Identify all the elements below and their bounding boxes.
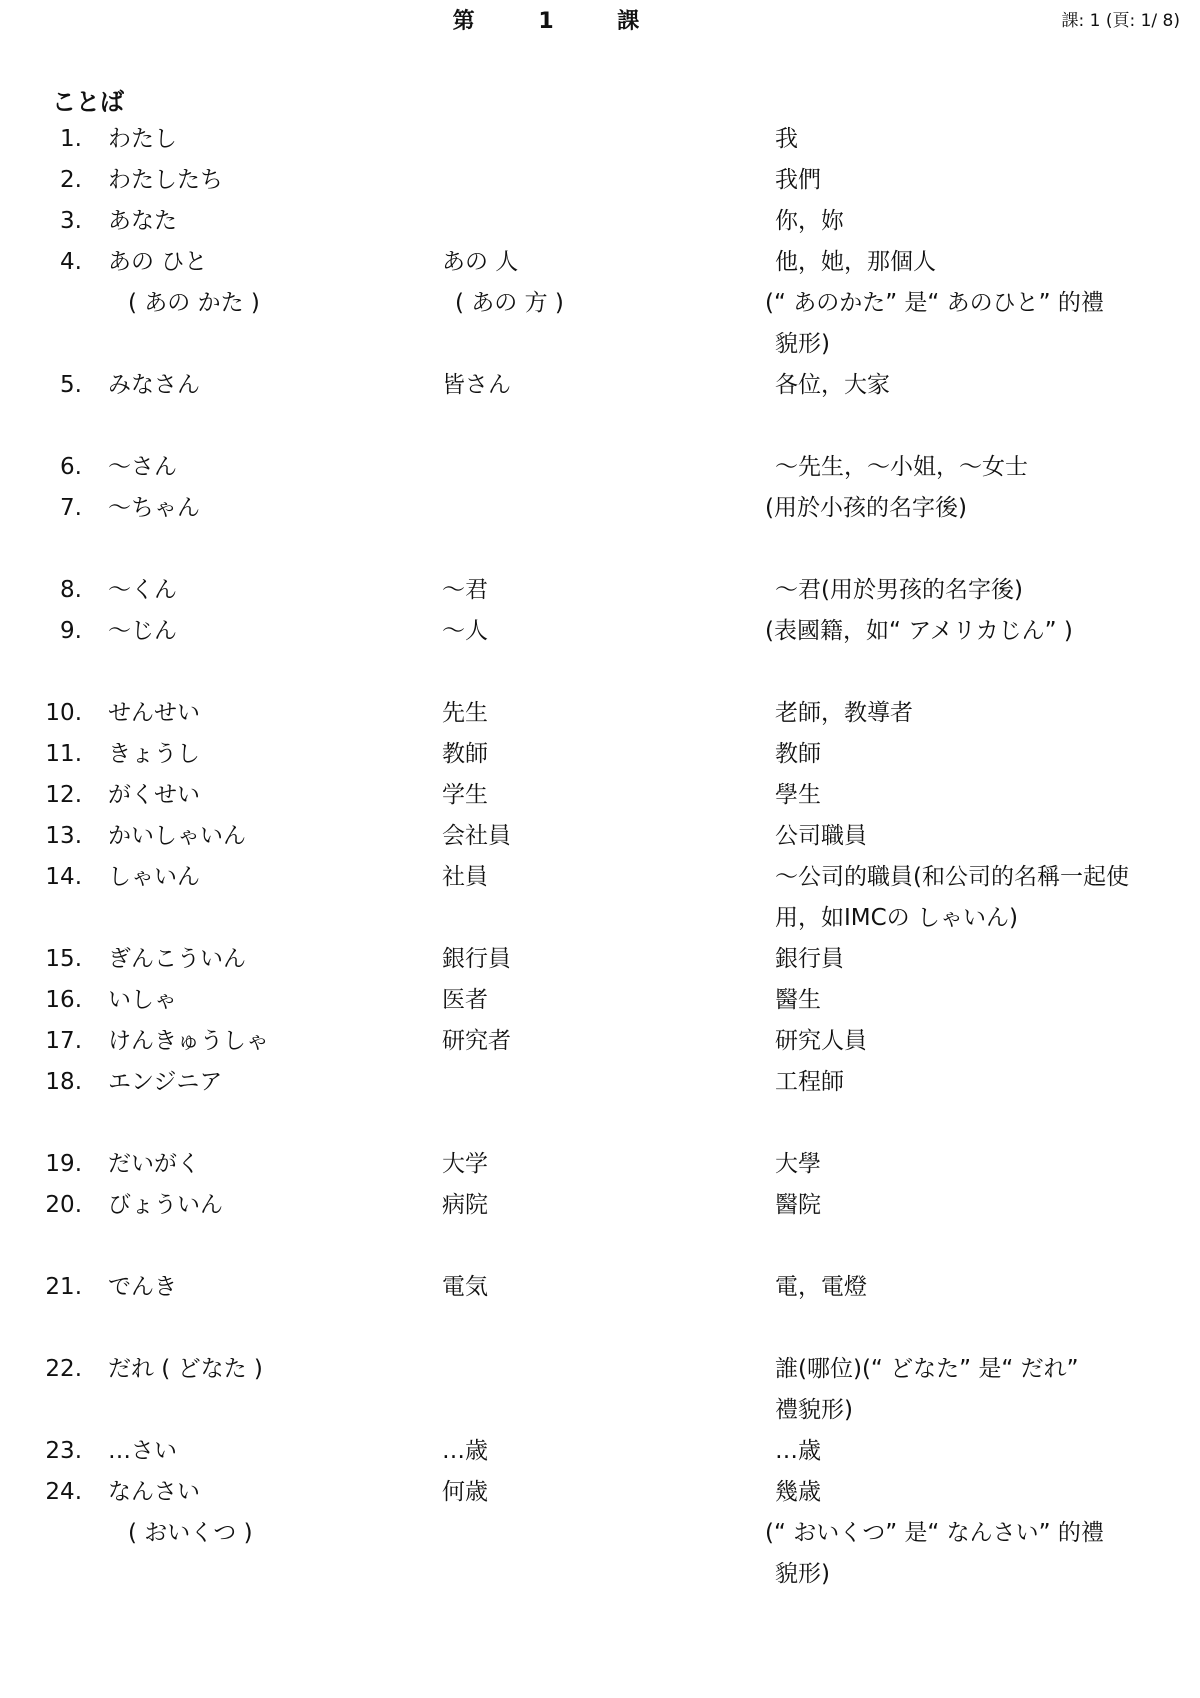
vocab-row [0,324,1200,365]
vocab-kanji: ～人 [442,618,488,644]
vocab-row [0,816,1200,857]
vocab-meaning: (“ おいくつ” 是“ なんさい” 的禮 [765,1520,1104,1546]
vocab-kanji: あの 人 [442,249,519,275]
vocab-reading: ～じん [108,618,177,644]
vocab-meaning: 醫生 [775,987,821,1013]
page-info: 課: 1 (頁: 1/ 8) [1061,11,1180,31]
vocab-reading: ～くん [108,577,177,603]
vocab-meaning: 貌形) [775,331,830,357]
vocab-row [0,447,1200,488]
vocab-kanji: 皆さん [442,372,511,398]
vocab-row [0,242,1200,283]
vocab-row [0,160,1200,201]
vocab-row [0,611,1200,652]
vocab-num: 13. [45,823,82,849]
vocab-meaning: 學生 [775,782,821,808]
vocab-kanji: 学生 [442,782,488,808]
vocab-reading: けんきゅうしゃ [108,1028,269,1054]
vocab-row [0,1021,1200,1062]
vocab-meaning: (表國籍，如“ アメリカじん” ) [765,618,1073,644]
row-spacer [0,1103,1200,1144]
vocab-reading: しゃいん [108,864,200,890]
vocab-row [0,1144,1200,1185]
vocab-num: 12. [45,782,82,808]
vocab-reading: あの ひと [108,249,208,275]
vocab-reading: ( おいくつ ) [128,1520,253,1546]
vocab-num: 10. [45,700,82,726]
vocab-row [0,1185,1200,1226]
vocab-num: 18. [45,1069,82,1095]
vocab-row [0,283,1200,324]
vocab-num: 17. [45,1028,82,1054]
vocab-reading: ぎんこういん [108,946,246,972]
vocab-row [0,857,1200,898]
vocab-num: 1. [60,126,82,152]
section-title: ことば [52,88,124,116]
vocab-kanji: …歳 [442,1438,488,1464]
vocab-list [0,119,1200,1595]
vocab-reading: わたしたち [108,167,223,193]
vocab-meaning: 禮貌形) [775,1397,853,1423]
vocab-meaning: 醫院 [775,1192,821,1218]
row-spacer [0,1226,1200,1267]
vocab-num: 16. [45,987,82,1013]
vocab-row [0,1513,1200,1554]
vocab-kanji: ～君 [442,577,488,603]
vocab-kanji: 病院 [442,1192,488,1218]
page-title: 第 1 課 [452,9,668,34]
vocab-meaning: (“ あのかた” 是“ あのひと” 的禮 [765,290,1104,316]
vocab-num: 14. [45,864,82,890]
vocab-reading: でんき [108,1274,177,1300]
vocab-row [0,775,1200,816]
vocab-meaning: 銀行員 [775,946,844,972]
vocab-meaning: 電，電燈 [775,1274,867,1300]
vocab-meaning: 誰(哪位)(“ どなた” 是“ だれ” [775,1356,1079,1382]
vocab-kanji: ( あの 方 ) [455,290,564,316]
vocab-kanji: 会社員 [442,823,511,849]
vocab-reading: きょうし [108,741,200,767]
vocab-reading: あなた [108,208,177,234]
vocab-kanji: 研究者 [442,1028,511,1054]
vocab-row [0,201,1200,242]
vocab-row [0,1472,1200,1513]
vocab-kanji: 大学 [442,1151,488,1177]
vocab-meaning: 幾歳 [775,1479,821,1505]
vocab-meaning: 我 [775,126,798,152]
vocab-meaning: 教師 [775,741,821,767]
row-spacer [0,529,1200,570]
vocab-row [0,1062,1200,1103]
vocab-reading: だれ ( どなた ) [108,1356,263,1382]
row-spacer [0,406,1200,447]
vocab-num: 4. [60,249,82,275]
row-spacer [0,1308,1200,1349]
vocab-meaning: 你，妳 [775,208,844,234]
vocab-reading: エンジニア [108,1069,223,1095]
vocab-kanji: 先生 [442,700,488,726]
vocab-num: 19. [45,1151,82,1177]
vocab-num: 2. [60,167,82,193]
vocab-reading: ～ちゃん [108,495,200,521]
vocab-num: 22. [45,1356,82,1382]
vocab-kanji: 何歳 [442,1479,488,1505]
vocab-meaning: ～先生，～小姐，～女士 [775,454,1028,480]
vocab-reading: かいしゃいん [108,823,246,849]
vocab-row [0,570,1200,611]
vocab-meaning: 公司職員 [775,823,867,849]
vocab-reading: ～さん [108,454,177,480]
vocab-reading: せんせい [108,700,200,726]
row-spacer [0,652,1200,693]
vocab-num: 15. [45,946,82,972]
vocab-meaning: …歳 [775,1438,821,1464]
vocab-kanji: 医者 [442,987,488,1013]
vocab-num: 24. [45,1479,82,1505]
vocab-num: 8. [60,577,82,603]
vocab-kanji: 銀行員 [442,946,511,972]
vocab-num: 20. [45,1192,82,1218]
vocab-row [0,1267,1200,1308]
vocab-meaning: 各位，大家 [775,372,890,398]
vocab-meaning: 研究人員 [775,1028,867,1054]
vocab-row [0,1349,1200,1390]
vocab-meaning: 我們 [775,167,821,193]
vocab-row [0,1431,1200,1472]
vocab-num: 7. [60,495,82,521]
vocab-reading: なんさい [108,1479,200,1505]
vocab-meaning: 老師，教導者 [775,700,913,726]
vocab-reading: びょういん [108,1192,223,1218]
vocab-row [0,119,1200,160]
vocab-reading: …さい [108,1438,177,1464]
vocab-num: 23. [45,1438,82,1464]
vocab-num: 9. [60,618,82,644]
vocab-row [0,693,1200,734]
vocab-meaning: 工程師 [775,1069,844,1095]
vocab-meaning: 用，如IMCの しゃいん) [775,905,1018,931]
vocab-row [0,734,1200,775]
vocab-row [0,1390,1200,1431]
vocab-meaning: 貌形) [775,1561,830,1587]
vocab-reading: ( あの かた ) [128,290,260,316]
vocab-meaning: ～君(用於男孩的名字後) [775,577,1023,603]
vocab-num: 21. [45,1274,82,1300]
vocab-row [0,980,1200,1021]
vocab-row [0,898,1200,939]
vocab-num: 6. [60,454,82,480]
vocab-reading: だいがく [108,1151,200,1177]
vocab-num: 5. [60,372,82,398]
vocab-row [0,1554,1200,1595]
vocab-row [0,365,1200,406]
vocab-row [0,488,1200,529]
vocab-num: 3. [60,208,82,234]
vocab-num: 11. [45,741,82,767]
vocab-kanji: 社員 [442,864,488,890]
vocab-row [0,939,1200,980]
vocab-meaning: 大學 [775,1151,821,1177]
vocab-meaning: (用於小孩的名字後) [765,495,967,521]
vocab-reading: みなさん [108,372,200,398]
vocab-reading: いしゃ [108,987,177,1013]
vocab-meaning: ～公司的職員(和公司的名稱一起使 [775,864,1129,890]
vocab-reading: わたし [108,126,177,152]
vocab-kanji: 電気 [442,1274,488,1300]
vocab-reading: がくせい [108,782,200,808]
vocab-kanji: 教師 [442,741,488,767]
vocab-meaning: 他，她，那個人 [775,249,936,275]
